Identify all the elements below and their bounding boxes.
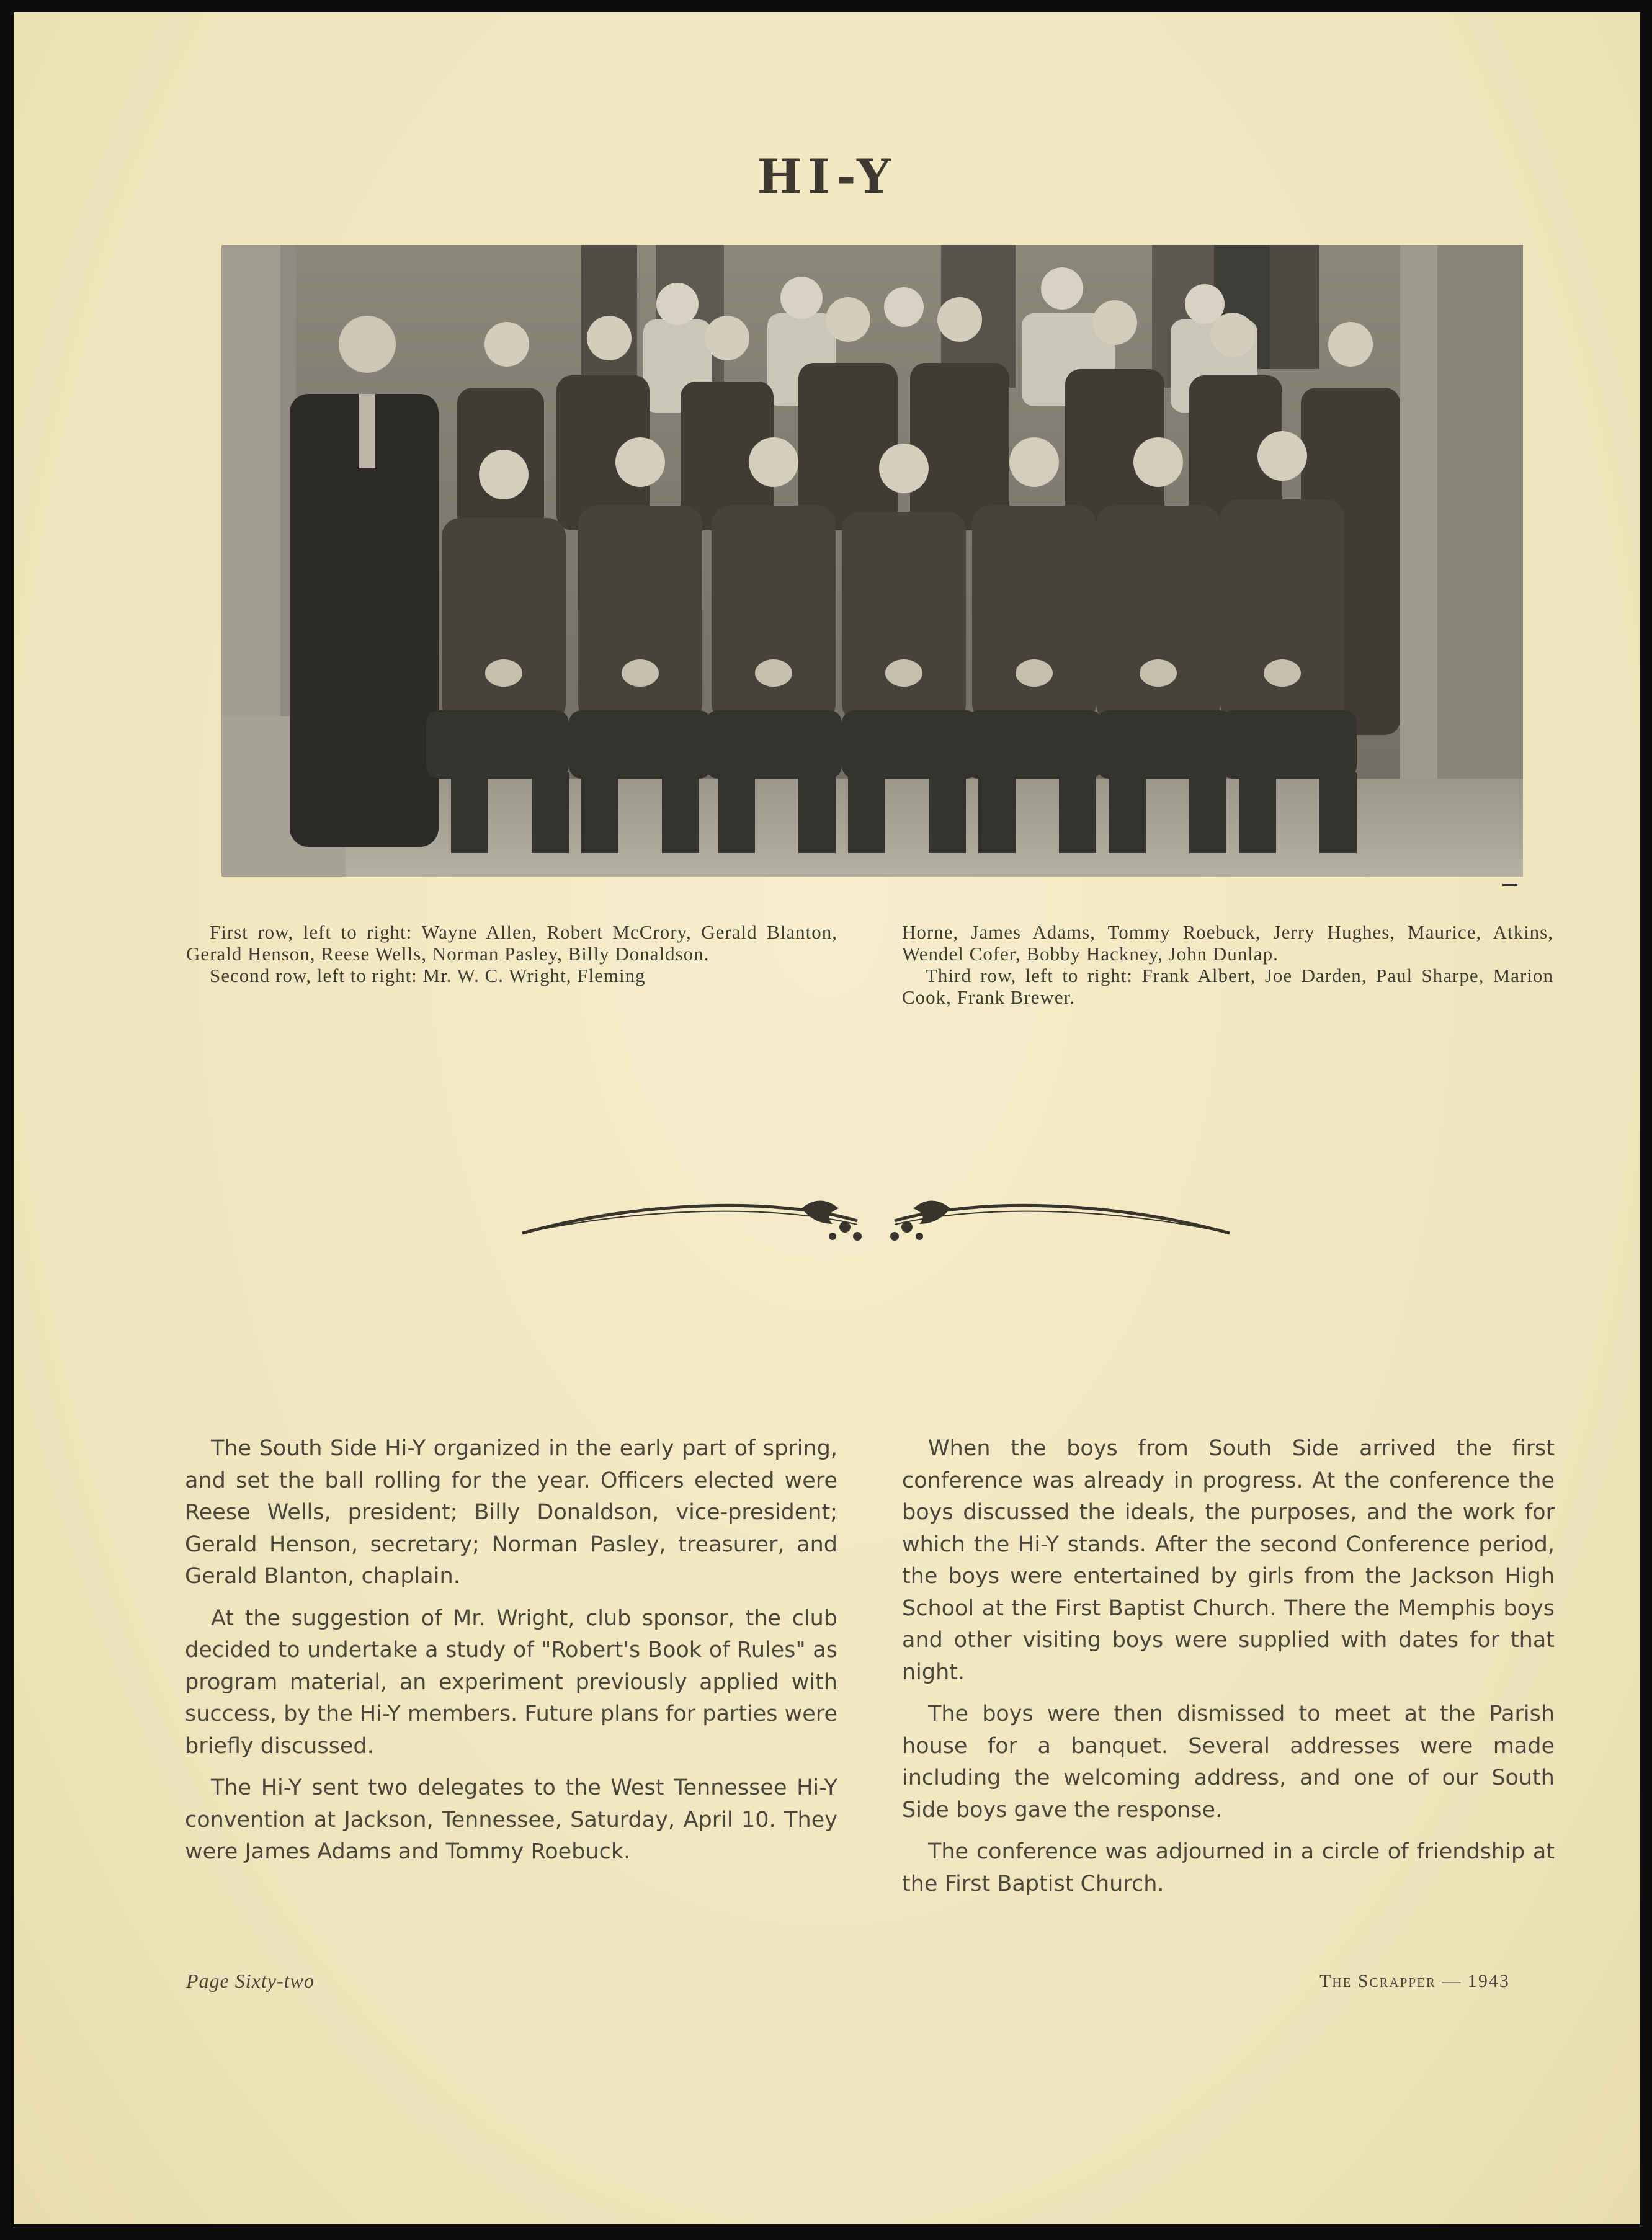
photo-caption-left	[186, 921, 837, 986]
group-photo-icon	[221, 245, 1523, 877]
publication-name: The Scrapper — 1943	[1319, 1971, 1510, 1991]
page-title: HI-Y	[757, 149, 897, 204]
article-column-left	[185, 1433, 837, 1878]
caption-first-row: First row, left to right: Wayne Allen, Robert McCrory, Gerald Blanton, Gerald Henson, Reese Wells, Norman Pasley, Billy Donaldson.	[186, 921, 837, 965]
article-paragraph: The boys were then dismissed to meet at the Parish house for a banquet. Several addresses were made including the welcoming address, and one of our South Side boys gave the response.	[902, 1702, 1555, 1823]
page-number: Page Sixty-two	[186, 1970, 315, 1992]
article-paragraph: At the suggestion of Mr. Wright, club sponsor, the club decided to undertake a study of "Robert's Book of Rules" as program material, an experiment previously applied with success, by the Hi-Y members. Future plans for parties were briefly discussed.	[185, 1605, 837, 1759]
article-paragraph: The South Side Hi-Y organized in the early part of spring, and set the ball rolling for the year. Officers elected were Reese Wells, president; Billy Donaldson, vice-president; Gerald Henson, secretary; Norman Pasley, treasurer, and Gerald Blanton, chaplain.	[185, 1436, 837, 1589]
article-column-right	[902, 1433, 1555, 1910]
article-paragraph: The conference was adjourned in a circle of friendship at the First Baptist Church.	[902, 1839, 1555, 1896]
caption-third-row: Third row, left to right: Frank Albert, Joe Darden, Paul Sharpe, Marion Cook, Frank Brewer.	[902, 965, 1553, 1008]
caption-second-row-end: Horne, James Adams, Tommy Roebuck, Jerry Hughes, Maurice, Atkins, Wendel Cofer, Bobby Hackney, John Dunlap.	[902, 921, 1553, 965]
yearbook-page	[14, 12, 1640, 2224]
article-paragraph: The Hi-Y sent two delegates to the West Tennessee Hi-Y convention at Jackson, Tennessee, Saturday, April 10. They were James Adams and Tommy Roebuck.	[185, 1775, 837, 1864]
ornament-divider-icon	[510, 1184, 1242, 1252]
photo-mark	[1502, 884, 1517, 886]
caption-second-row-start: Second row, left to right: Mr. W. C. Wright, Fleming	[210, 965, 646, 986]
group-photo	[221, 245, 1523, 877]
article-paragraph: When the boys from South Side arrived the first conference was already in progress. At the conference the boys discussed the ideals, the purposes, and the work for which the Hi-Y stands. After the second Conference period, the boys were entertained by girls from the Jackson High School at the First Baptist Church. There the Memphis boys and other visiting boys were supplied with dates for that night.	[902, 1436, 1555, 1685]
photo-caption-right	[902, 921, 1553, 1008]
